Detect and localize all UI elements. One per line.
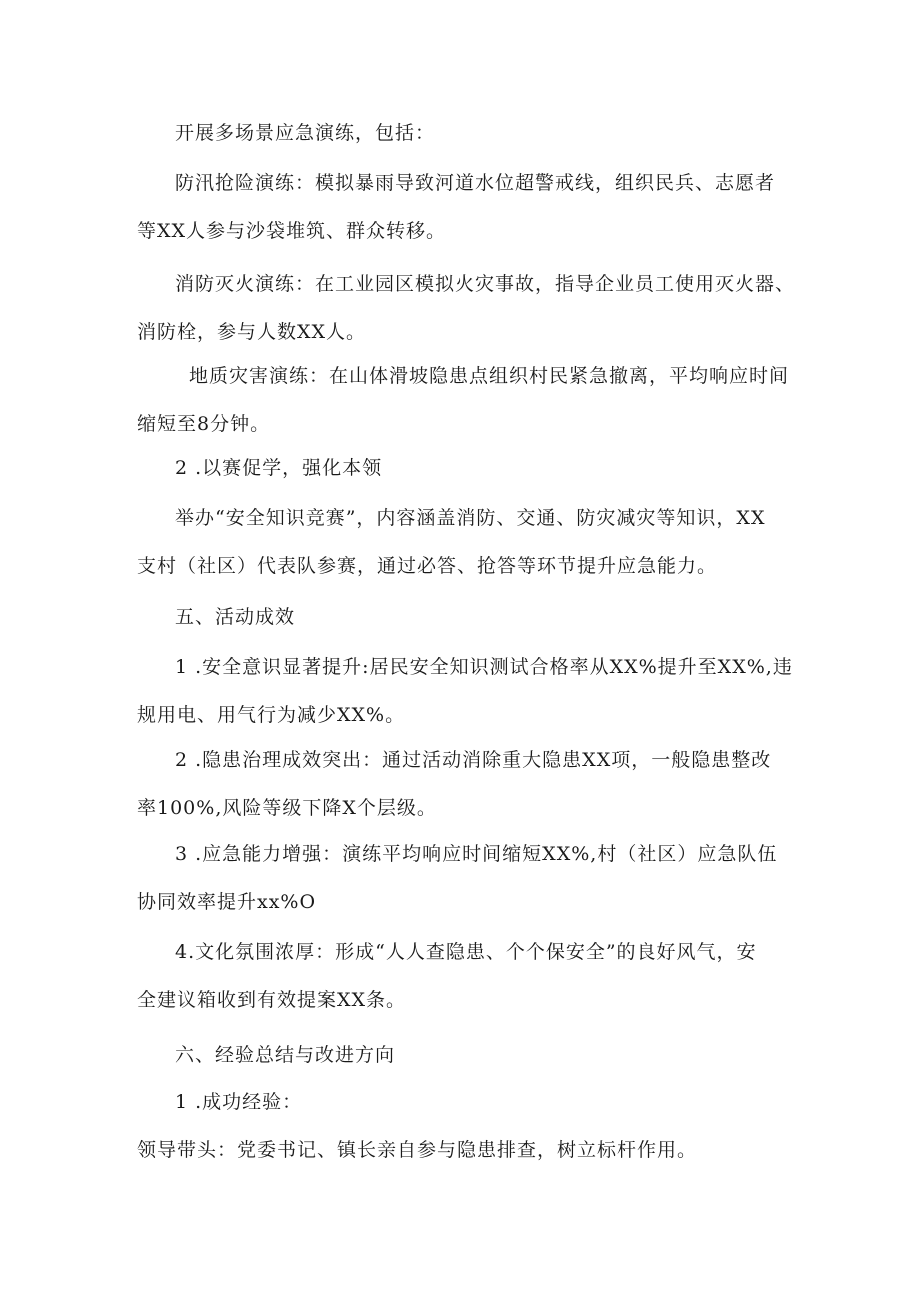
paragraph-competition <box>137 494 787 590</box>
paragraph-line: 开展多场景应急演练，包括： <box>175 122 436 144</box>
paragraph-line: 支村（社区）代表队参赛，通过必答、抢答等环节提升应急能力。 <box>137 555 718 577</box>
paragraph-line: 消防灭火演练：在工业园区模拟火灾事故，指导企业员工使用灭火器、 <box>175 273 796 295</box>
paragraph-result-4 <box>137 928 787 1024</box>
paragraph-line: 规用电、用气行为减少XX%。 <box>137 704 406 726</box>
heading-success-experience <box>137 1078 787 1126</box>
paragraph-line: 地质灾害演练：在山体滑坡隐患点组织村民紧急撤离，平均响应时间 <box>189 365 790 387</box>
paragraph-line: 协同效率提升xx%O <box>137 891 317 913</box>
paragraph-line: 消防栓，参与人数XX人。 <box>137 321 367 343</box>
paragraph-line: 率100%,风险等级下降X个层级。 <box>137 797 437 819</box>
paragraph-line: 举办“安全知识竞赛”，内容涵盖消防、交通、防灾减灾等知识，XX <box>175 507 766 529</box>
paragraph-leadership <box>137 1126 787 1174</box>
paragraph-line: 五、活动成效 <box>175 606 296 628</box>
paragraph-line: 2 .以赛促学，强化本领 <box>175 457 383 479</box>
paragraph-result-1 <box>137 643 793 739</box>
paragraph-result-2 <box>137 736 787 832</box>
paragraph-line: 等XX人参与沙袋堆筑、群众转移。 <box>137 220 447 242</box>
paragraph-line: 防汛抢险演练：模拟暴雨导致河道水位超警戒线，组织民兵、志愿者 <box>175 172 776 194</box>
paragraph-line: 1 .成功经验： <box>175 1091 303 1113</box>
paragraph-flood-drill <box>137 159 787 255</box>
paragraph-line: 2 .隐患治理成效突出：通过活动消除重大隐患XX项，一般隐患整改 <box>175 749 772 771</box>
heading-results <box>137 593 787 641</box>
paragraph-line: 缩短至8分钟。 <box>137 413 271 435</box>
paragraph-line: 4.文化氛围浓厚：形成“人人查隐患、个个保安全”的良好风气，安 <box>175 941 757 963</box>
paragraph-drill-intro <box>137 109 787 157</box>
paragraph-line: 领导带头：党委书记、镇长亲自参与隐患排查，树立标杆作用。 <box>137 1139 698 1161</box>
paragraph-line: 3 .应急能力增强：演练平均响应时间缩短XX%,村（社区）应急队伍 <box>175 843 778 865</box>
paragraph-line: 六、经验总结与改进方向 <box>175 1044 396 1066</box>
paragraph-line: 1 .安全意识显著提升:居民安全知识测试合格率从XX%提升至XX%,违 <box>175 656 793 678</box>
paragraph-fire-drill <box>137 260 796 356</box>
heading-experience <box>137 1031 787 1079</box>
paragraph-geology-drill <box>137 352 790 448</box>
paragraph-line: 全建议箱收到有效提案XX条。 <box>137 989 407 1011</box>
paragraph-result-3 <box>137 830 787 926</box>
heading-competition <box>137 444 787 492</box>
